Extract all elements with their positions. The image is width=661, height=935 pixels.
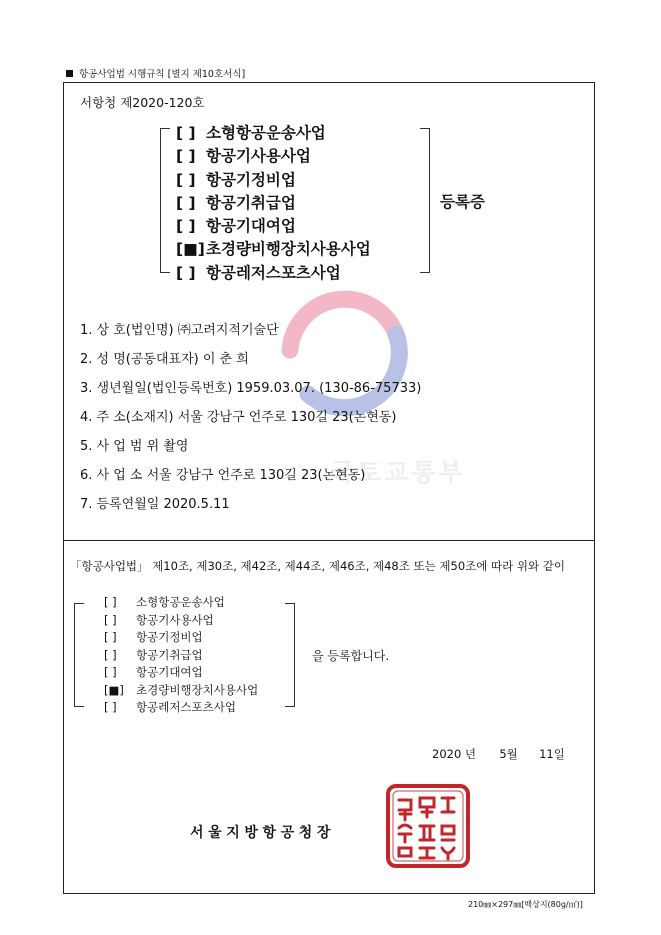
statement-business-type-item: [■] 초경량비행장치사용사업: [104, 682, 258, 700]
checkbox: [ ]: [104, 700, 117, 714]
square-bullet-icon: [66, 70, 73, 77]
form-caption: 항공사업법 시행규칙 [별지 제10호서식]: [66, 66, 245, 80]
field-registration-date: 7. 등록연월일 2020.5.11: [80, 497, 230, 512]
business-type-item: [ ] 항공레저스포츠사업: [176, 262, 371, 285]
business-types-left-bracket: [160, 128, 170, 273]
business-type-item: [■]초경량비행장치사용사업: [176, 238, 371, 261]
checkbox: [ ]: [104, 665, 117, 679]
certificate-title: 등록증: [440, 193, 485, 211]
checkbox: [ ]: [104, 630, 117, 644]
issue-date: [432, 746, 569, 762]
statement-business-type-item: [ ] 소형항공운송사업: [104, 594, 258, 612]
checkbox: [ ]: [176, 193, 196, 212]
issuing-authority: 서울지방항공청장: [190, 825, 335, 841]
business-type-item: [ ] 항공기취급업: [176, 192, 371, 215]
statement-business-type-item: [ ] 항공기정비업: [104, 629, 258, 647]
statement-business-type-list: [104, 594, 258, 717]
official-seal-stamp-icon: [384, 782, 472, 870]
business-types-right-bracket: [420, 128, 430, 273]
business-type-item: [ ] 항공기대여업: [176, 215, 371, 238]
field-address: 4. 주 소(소재지) 서울 강남구 언주로 130길 23(논현동): [80, 410, 397, 425]
checkbox: [ ]: [104, 647, 117, 662]
issue-year: 2020 년: [432, 747, 477, 761]
statement-business-type-item: [ ] 항공기취급업: [104, 647, 258, 665]
watermark-text: 국토교통부: [330, 458, 466, 487]
field-business-scope: 5. 사 업 범 위 촬영: [80, 439, 189, 454]
checkbox: [ ]: [104, 595, 117, 609]
statement-left-bracket: [74, 603, 84, 707]
statement-business-type-item: [ ] 항공레저스포츠사업: [104, 699, 258, 717]
law-statement: 「항공사업법」 제10조, 제30조, 제42조, 제44조, 제46조, 제48조 또는 제50조에 따라 위와 같이: [70, 559, 565, 573]
field-representative: 2. 성 명(공동대표자) 이 춘 희: [80, 352, 249, 367]
business-type-item: [ ] 항공기정비업: [176, 169, 371, 192]
checkbox: [ ]: [176, 147, 196, 166]
field-business-office: 6. 사 업 소 서울 강남구 언주로 130길 23(논현동): [80, 468, 366, 483]
checkbox: [ ]: [176, 170, 196, 189]
register-statement: 을 등록합니다.: [312, 649, 390, 663]
paper-size-note: 210㎜×297㎜[백상지(80g/㎡)]: [468, 900, 583, 909]
document-number: 서항청 제2020-120호: [80, 95, 205, 110]
issue-day: 11일: [539, 747, 565, 761]
section-divider: [63, 540, 595, 541]
field-company-name: 1. 상 호(법인명) ㈜고려지적기술단: [80, 323, 279, 338]
business-type-item: [ ] 소형항공운송사업: [176, 122, 371, 145]
checkbox: [ ]: [104, 612, 117, 627]
business-type-item: [ ] 항공기사용사업: [176, 145, 371, 168]
registration-fields: [80, 316, 421, 519]
field-birth-reg-number: 3. 생년월일(법인등록번호) 1959.03.07. (130-86-75733): [80, 381, 422, 396]
checkbox: [ ]: [176, 124, 196, 142]
checkbox: [ ]: [176, 217, 196, 236]
issue-month: 5월: [499, 747, 518, 761]
business-type-list: [176, 122, 371, 285]
checkbox: [ ]: [176, 263, 196, 282]
checkbox: [■]: [176, 240, 205, 259]
statement-business-type-item: [ ] 항공기사용사업: [104, 612, 258, 630]
statement-right-bracket: [285, 603, 295, 707]
statement-business-type-item: [ ] 항공기대여업: [104, 664, 258, 682]
checkbox: [■]: [104, 682, 124, 697]
